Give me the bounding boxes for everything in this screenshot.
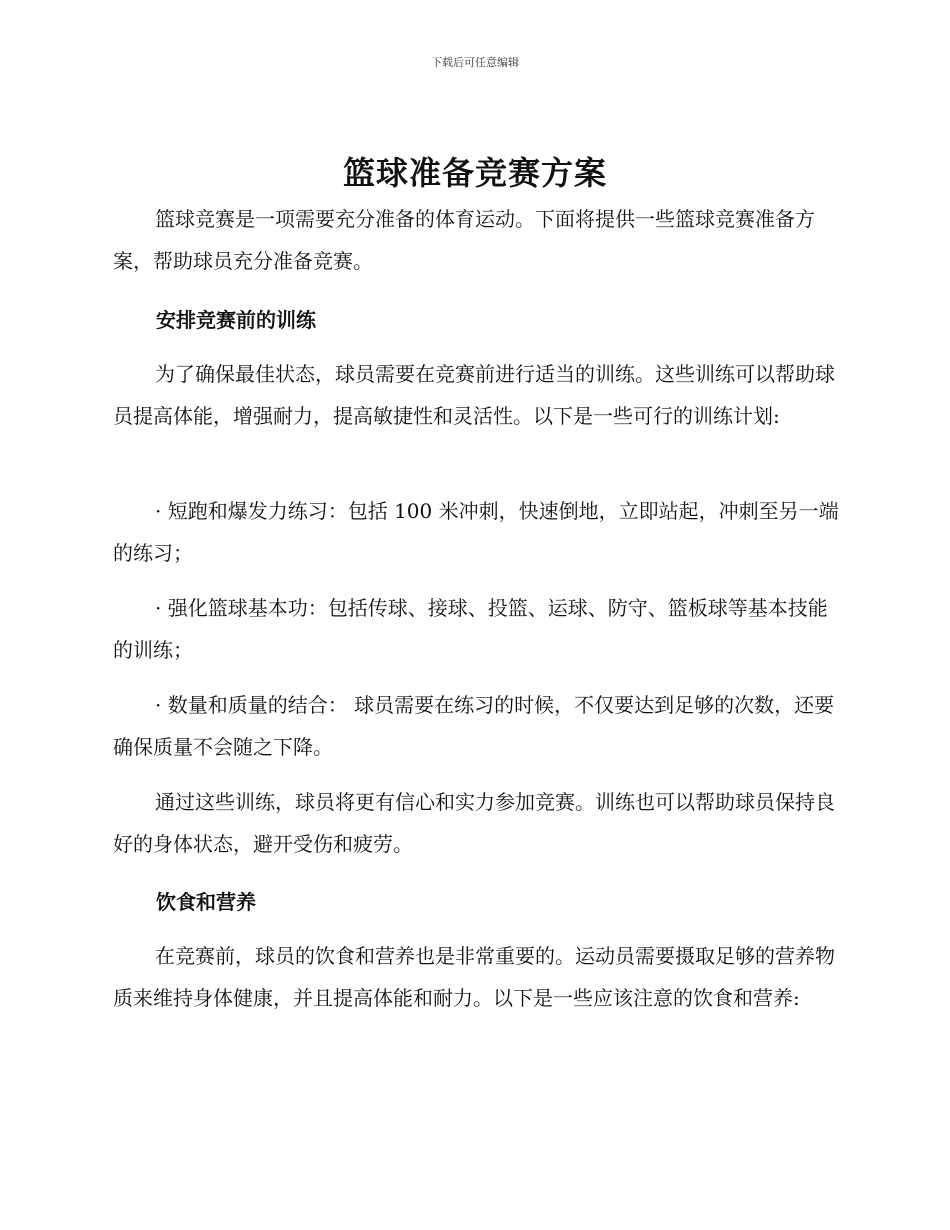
section-heading-nutrition: 饮食和营养 bbox=[156, 890, 256, 914]
section-heading-training: 安排竞赛前的训练 bbox=[156, 308, 316, 332]
page-header-note: 下载后可任意编辑 bbox=[431, 56, 519, 69]
intro-paragraph: 篮球竞赛是一项需要充分准备的体育运动。下面将提供一些篮球竞赛准备方案，帮助球员充分准备竞赛。 bbox=[113, 207, 815, 273]
document-title: 篮球准备竞赛方案 bbox=[342, 154, 607, 192]
training-closing-paragraph: 通过这些训练，球员将更有信心和实力参加竞赛。训练也可以帮助球员保持良好的身体状态，避开受伤和疲劳。 bbox=[113, 790, 835, 856]
nutrition-paragraph: 在竞赛前，球员的饮食和营养也是非常重要的。运动员需要摄取足够的营养物质来维持身体健康，并且提高体能和耐力。以下是一些应该注意的饮食和营养: bbox=[113, 944, 835, 1010]
training-paragraph: 为了确保最佳状态，球员需要在竞赛前进行适当的训练。这些训练可以帮助球员提高体能，增强耐力，提高敏捷性和灵活性。以下是一些可行的训练计划: bbox=[113, 362, 835, 428]
training-bullet-sprint: · 短跑和爆发力练习：包括 100 米冲刺，快速倒地，立即站起，冲刺至另一端的练习； bbox=[113, 499, 839, 565]
training-bullet-basics: · 强化篮球基本功：包括传球、接球、投篮、运球、防守、篮板球等基本技能的训练； bbox=[113, 596, 828, 662]
training-bullet-quantity-quality: · 数量和质量的结合： 球员需要在练习的时候，不仅要达到足够的次数，还要确保质量不会随之下降。 bbox=[113, 693, 835, 759]
